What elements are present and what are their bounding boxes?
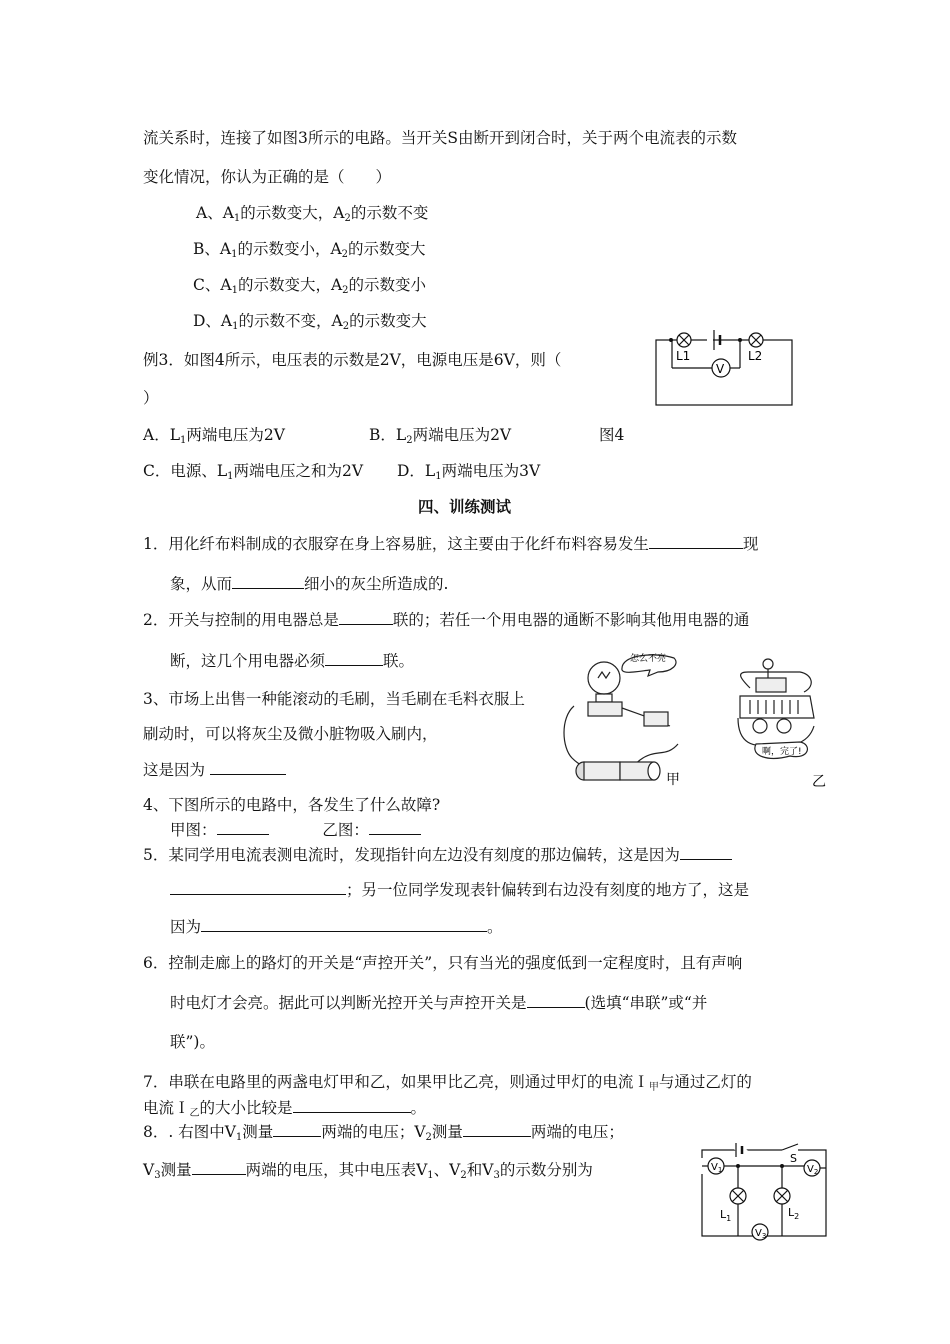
q4-illustration <box>560 648 832 790</box>
section-title: 四、训练测试 <box>418 497 512 516</box>
q2-line-1: 2．开关与控制的用电器总是 联的；若任一个用电器的通断不影响其他用电器的通 <box>143 611 750 629</box>
option-a: A、$A_1$的示数变大，$A_2$的示数不变 <box>196 204 429 224</box>
q2-blank-1[interactable] <box>339 610 393 625</box>
q4-line-1: 4、下图所示的电路中，各发生了什么故障? <box>143 796 441 814</box>
bubble-yi-text: 啊，完了! <box>762 747 802 757</box>
option-d: D、$A_1$的示数不变，$A_2$的示数变大 <box>193 312 427 332</box>
q8-blank-2[interactable] <box>463 1122 531 1137</box>
fig4-voltmeter-label: V <box>716 362 725 376</box>
q3-line-1: 3、市场上出售一种能滚动的毛刷，当毛刷在毛料衣服上 <box>143 690 525 708</box>
label-yi: 乙 <box>812 774 826 790</box>
q5-blank-1b[interactable] <box>170 880 346 895</box>
example3-option-c: C．电源、$L_1$两端电压之和为2V <box>143 462 364 482</box>
example3-stem-end: ） <box>143 389 159 407</box>
q8-fig-v3-label: $V_3$ <box>755 1228 767 1240</box>
q8-fig-v1-label: $V_1$ <box>711 1162 723 1174</box>
q8-fig-switch-label: S <box>790 1152 797 1165</box>
q6-blank[interactable] <box>527 993 585 1008</box>
q5-line-3: 因为 。 <box>170 918 503 936</box>
q6-line-1: 6．控制走廊上的路灯的开关是“声控开关”，只有当光的强度低到一定程度时，且有声响 <box>143 954 743 972</box>
q7-line-1: 7．串联在电路里的两盏电灯甲和乙，如果甲比乙亮，则通过甲灯的电流Ｉ$_甲$与通过乙灯的 <box>143 1073 752 1093</box>
example3-option-a: A．$L_1$两端电压为2V <box>143 426 285 446</box>
q3-line-2: 刷动时，可以将灰尘及微小脏物吸入刷内， <box>143 725 438 743</box>
q8-blank-1[interactable] <box>273 1122 321 1137</box>
q8-blank-3[interactable] <box>192 1160 246 1175</box>
q1-line-1: 1．用化纤布料制成的衣服穿在身上容易脏，这主要由于化纤布料容易发生 现 <box>143 535 759 553</box>
q8-line-2: $V_3$测量 两端的电压，其中电压表$V_1$、$V_2$和$V_3$的示数分别为 <box>143 1161 593 1181</box>
q5-line-2: ；另一位同学发现表针偏转到右边没有刻度的地方了，这是 <box>170 880 749 900</box>
fig4-l2-label: L2 <box>748 349 763 363</box>
q8-fig-l1-label: $L_1$ <box>720 1208 732 1223</box>
label-jia: 甲 <box>666 772 680 788</box>
q2-line-2: 断，这几个用电器必须 联。 <box>170 652 415 670</box>
q7-line-2: 电流Ｉ$_乙$的大小比较是 。 <box>143 1099 427 1119</box>
option-c: C、$A_1$的示数变大，$A_2$的示数变小 <box>193 276 427 296</box>
q5-line-1: 5．某同学用电流表测电流时，发现指针向左边没有刻度的那边偏转，这是因为 <box>143 845 732 865</box>
q5-blank-1a[interactable] <box>680 845 732 860</box>
q4-blank-yi[interactable] <box>369 820 421 835</box>
q8-fig-l2-label: $L_2$ <box>788 1206 800 1221</box>
q3-blank[interactable] <box>210 760 286 775</box>
q8-circuit <box>694 1140 834 1244</box>
figure-4-circuit <box>652 328 802 408</box>
example3-stem: 例3．如图4所示，电压表的示数是2V，电源电压是6V，则（ <box>143 351 562 369</box>
q4-blank-jia[interactable] <box>217 820 269 835</box>
q2-blank-2[interactable] <box>325 651 383 666</box>
q1-blank-1[interactable] <box>649 534 743 549</box>
q6-line-2: 时电灯才会亮。据此可以判断光控开关与声控开关是 (选填“串联”或“并 <box>170 994 708 1012</box>
q3-line-3: 这是因为 <box>143 760 286 780</box>
bubble-jia-text: 怎么不亮 <box>630 654 667 664</box>
figure-4-caption: 图4 <box>599 426 625 444</box>
fig4-l1-label: L1 <box>676 349 691 363</box>
intro-line-1: 流关系时，连接了如图3所示的电路。当开关S由断开到闭合时，关于两个电流表的示数 <box>143 129 737 147</box>
q1-line-2: 象，从而 细小的灰尘所造成的. <box>170 575 449 593</box>
intro-line-2: 变化情况，你认为正确的是（ ） <box>143 168 392 186</box>
example3-option-b: B．$L_2$两端电压为2V <box>369 426 512 446</box>
q7-blank[interactable] <box>293 1098 411 1113</box>
q6-line-3: 联”)。 <box>170 1033 215 1051</box>
q8-line-1: 8．. 右图中$V_1$测量 两端的电压；$V_2$测量 两端的电压； <box>143 1123 624 1143</box>
example3-option-d: D．$L_1$两端电压为3V <box>397 462 541 482</box>
q4-line-2: 甲图： 乙图： <box>170 820 421 840</box>
q8-fig-v2-label: $V_2$ <box>807 1164 819 1176</box>
option-b: B、$A_1$的示数变小，$A_2$的示数变大 <box>193 240 426 260</box>
q1-blank-2[interactable] <box>232 574 304 589</box>
q5-blank-2[interactable] <box>201 917 487 932</box>
